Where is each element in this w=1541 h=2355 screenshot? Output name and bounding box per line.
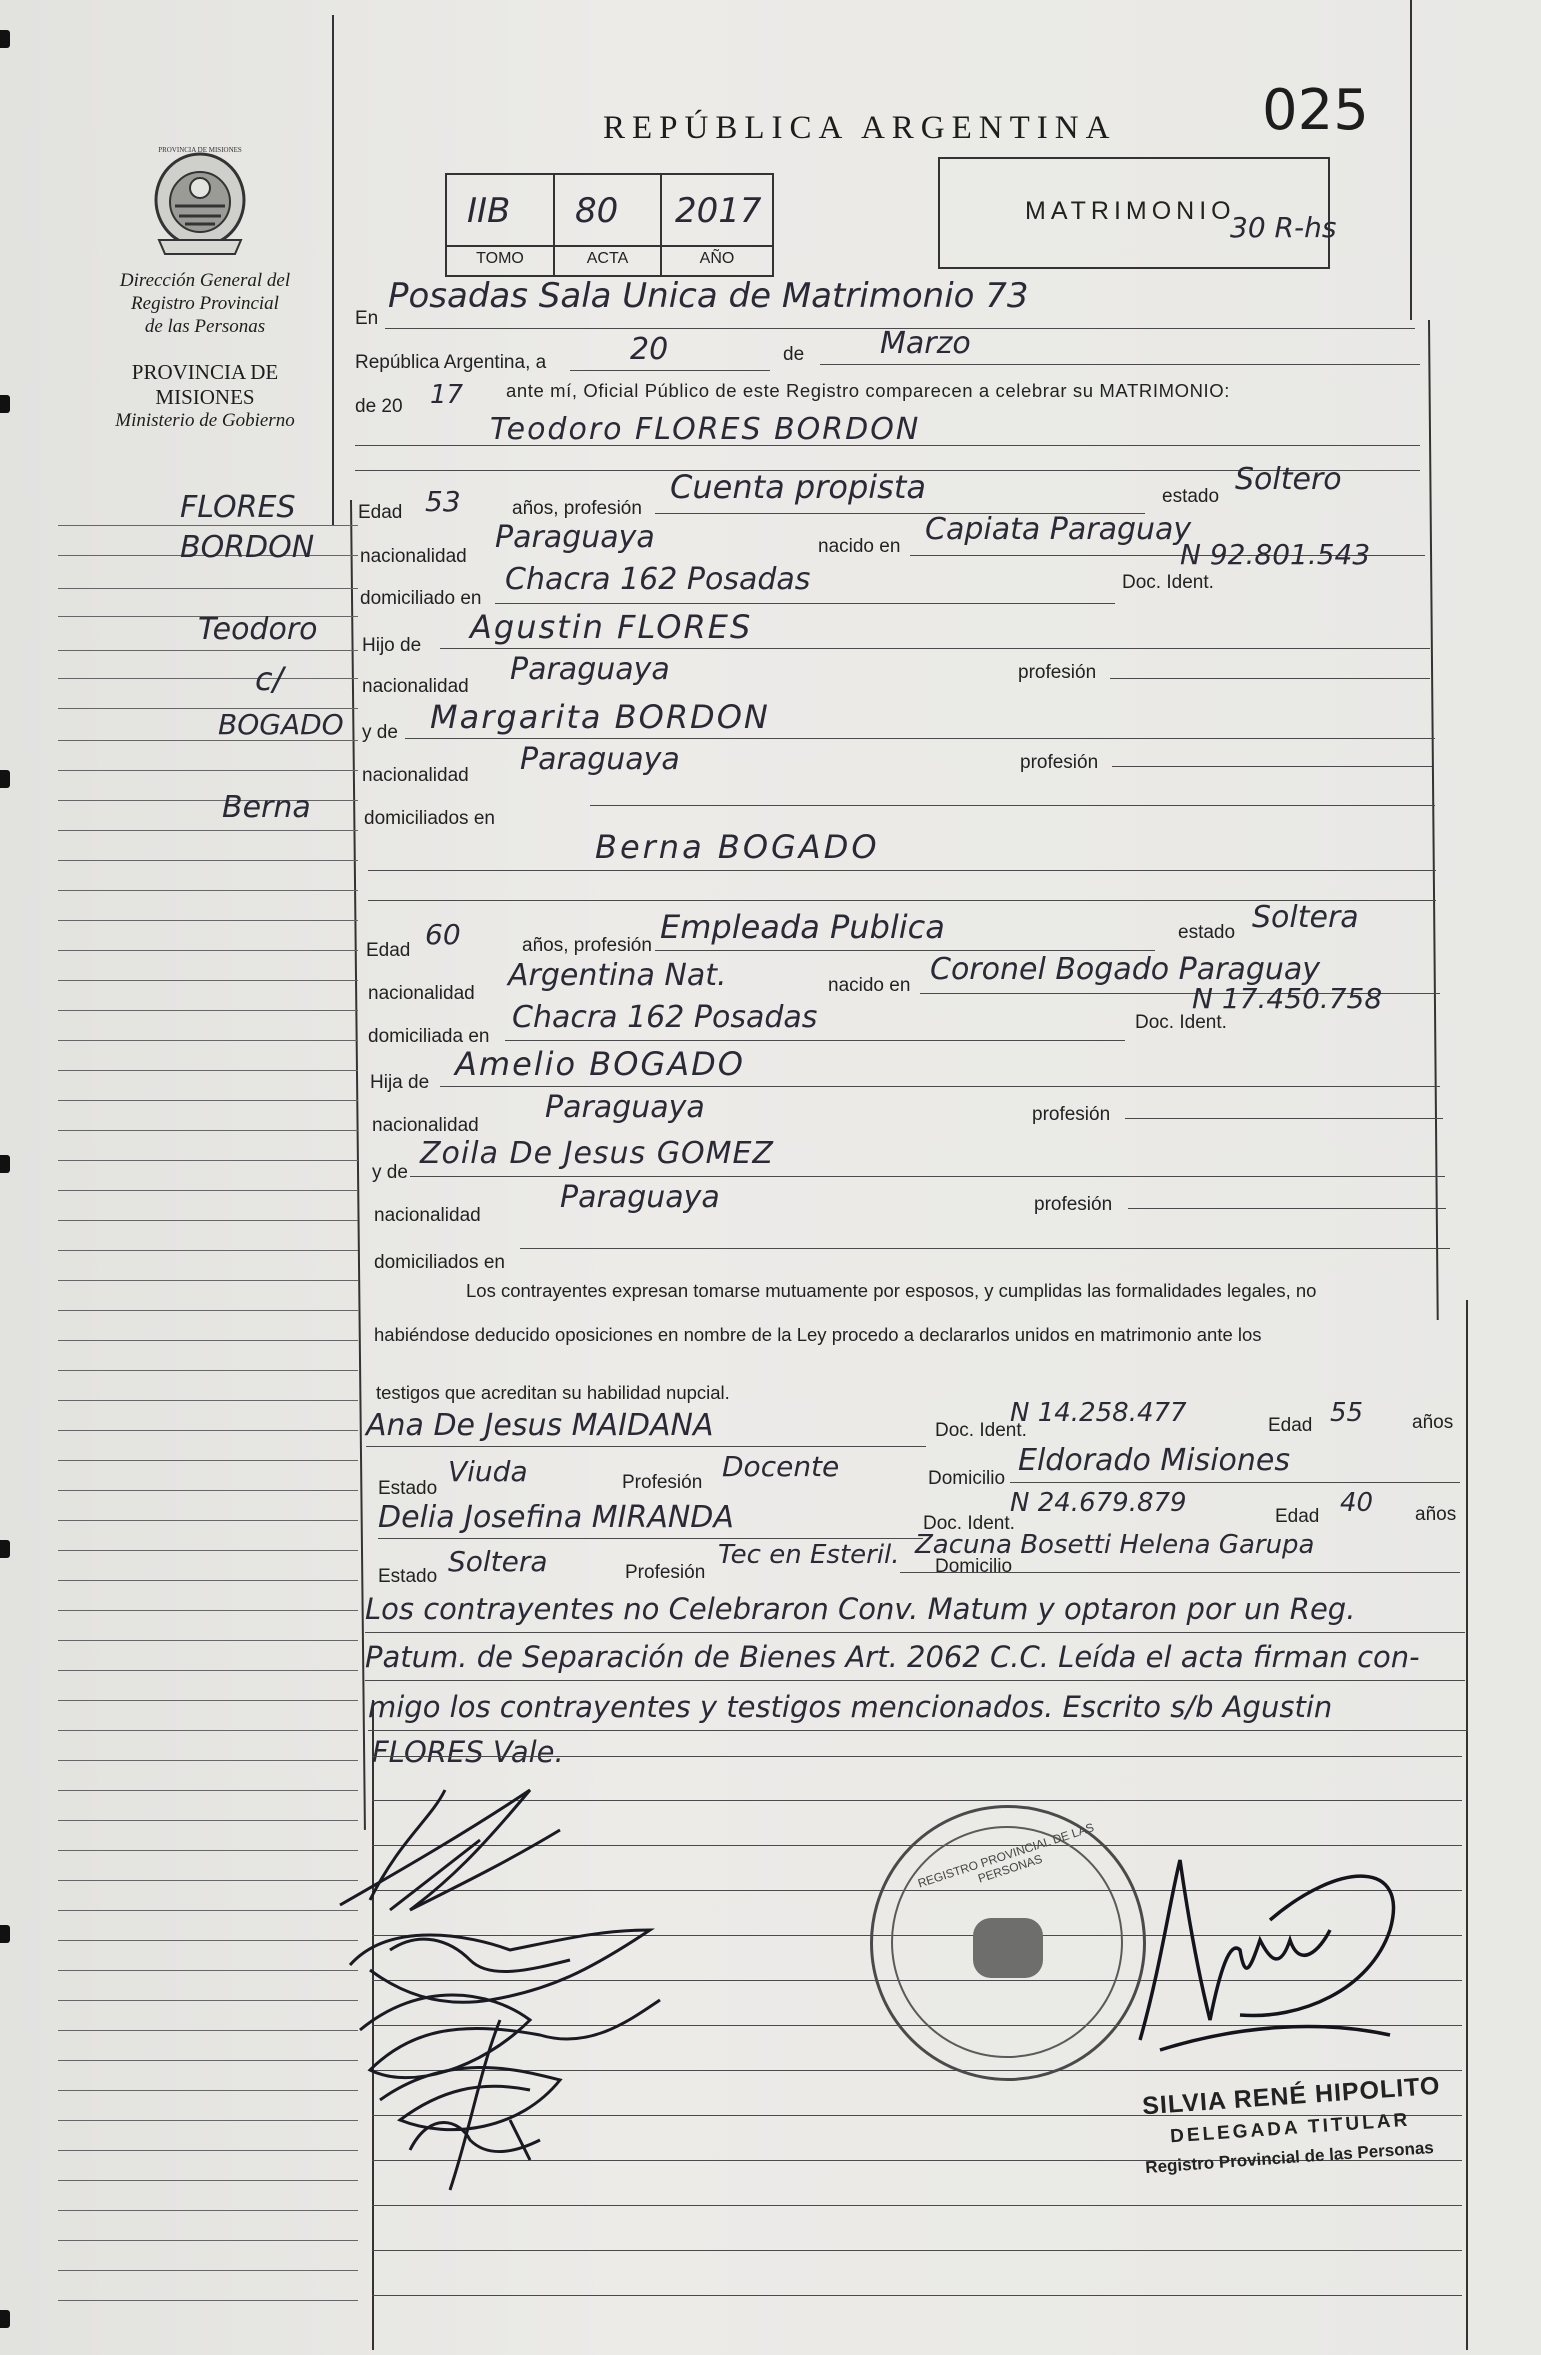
stamp-emblem	[973, 1918, 1043, 1978]
province-line: MISIONES	[155, 385, 255, 409]
bride-mother: Zoila De Jesus GOMEZ	[420, 1136, 774, 1171]
profesion-label: profesión	[1032, 1104, 1111, 1125]
edad-label: Edad	[1275, 1506, 1320, 1527]
right-border-line	[1428, 320, 1439, 1320]
tomo-value: IIB	[467, 191, 511, 231]
groom-estado: Soltero	[1235, 462, 1342, 497]
domiciliados-label: domiciliados en	[374, 1252, 505, 1273]
note-line: Patum. de Separación de Bienes Art. 2062 C.C. Leída el acta firman con-	[365, 1640, 1420, 1674]
domiciliada-label: domiciliada en	[368, 1026, 490, 1047]
witness2-age: 40	[1340, 1488, 1374, 1518]
estado-label: estado	[1162, 486, 1220, 507]
year-suffix: 17	[430, 380, 464, 410]
note-line: migo los contrayentes y testigos mencionados. Escrito s/b Agustin	[368, 1690, 1333, 1724]
coat-of-arms-icon	[145, 148, 255, 260]
domicilio-label: Domicilio	[935, 1556, 1013, 1577]
profesion-label: profesión	[1034, 1194, 1113, 1215]
day: 20	[630, 332, 669, 367]
binder-hole	[0, 1155, 10, 1173]
margin-line	[350, 500, 366, 1830]
agency-line: de las Personas	[144, 316, 266, 337]
witness1-doc: N 14.258.477	[1010, 1398, 1187, 1428]
witness1-estado: Viuda	[448, 1455, 528, 1488]
declaration-line: testigos que acreditan su habilidad nupcial.	[376, 1382, 730, 1403]
domicilio-label: Domicilio	[928, 1468, 1006, 1489]
acta-value: 80	[575, 191, 619, 231]
binder-hole	[0, 395, 10, 413]
groom-age: 53	[425, 485, 461, 518]
doc-label: Doc. Ident.	[923, 1513, 1015, 1534]
official-title: DELEGADA TITULAR	[1169, 2109, 1411, 2148]
republica-label: República Argentina, a	[355, 352, 547, 373]
bride-age: 60	[425, 918, 461, 951]
profesion-label: profesión	[1020, 752, 1099, 773]
bride-father: Amelio BOGADO	[455, 1045, 745, 1083]
groom-doc: N 92.801.543	[1180, 538, 1371, 571]
yde-label: y de	[362, 722, 398, 743]
bride-mother-nationality: Paraguaya	[560, 1180, 720, 1215]
bride-birthplace: Coronel Bogado Paraguay	[930, 952, 1321, 987]
profesion-label: Profesión	[625, 1562, 706, 1583]
doc-label: Doc. Ident.	[1135, 1012, 1227, 1033]
en-label: En	[355, 308, 379, 329]
yde-label: y de	[372, 1162, 408, 1183]
anos-label: años, profesión	[522, 935, 652, 956]
declaration-line: Los contrayentes expresan tomarse mutuamente por esposos, y cumplidas las formalidades legales, no	[466, 1280, 1317, 1301]
edad-label: Edad	[1268, 1415, 1313, 1436]
binder-hole	[0, 1540, 10, 1558]
nacionalidad-label: nacionalidad	[372, 1115, 479, 1136]
act-type-box	[938, 157, 1337, 269]
declaration-line: habiéndose deducido oposiciones en nombre de la Ley procedo a declararlos unidos en matrimonio ante los	[374, 1324, 1262, 1345]
official-signature	[1120, 1820, 1420, 2080]
bride-name: Berna BOGADO	[595, 828, 880, 866]
witness1-address: Eldorado Misiones	[1018, 1443, 1290, 1478]
groom-nationality: Paraguaya	[495, 520, 655, 555]
stamp-text: REGISTRO PROVINCIAL DE LAS PERSONAS	[916, 1820, 1096, 1891]
agency-line: Dirección General del	[119, 270, 291, 291]
groom-birthplace: Capiata Paraguay	[925, 512, 1192, 547]
province-line: PROVINCIA DE	[131, 360, 279, 384]
margin-surname: BOGADO	[218, 708, 344, 741]
nacionalidad-label: nacionalidad	[360, 546, 467, 567]
estado-label: Estado	[378, 1566, 438, 1587]
month: Marzo	[880, 326, 971, 361]
de-label: de	[783, 344, 805, 365]
acta-label: ACTA	[586, 250, 629, 267]
witness1-age: 55	[1330, 1398, 1364, 1428]
edad-label: Edad	[366, 940, 411, 961]
de20-label: de 20	[355, 396, 403, 417]
groom-father: Agustin FLORES	[470, 608, 753, 646]
official-office: Registro Provincial de las Personas	[1144, 2137, 1435, 2178]
right-border-line	[1410, 0, 1412, 320]
country-title: REPÚBLICA ARGENTINA	[603, 110, 1117, 146]
domiciliados-label: domiciliados en	[364, 808, 495, 829]
hijo-label: Hijo de	[362, 635, 422, 656]
estado-label: Estado	[378, 1478, 438, 1499]
ante-label: ante mí, Oficial Público de este Registro comparecen a celebrar su MATRIMONIO:	[506, 380, 1231, 401]
groom-father-nationality: Paraguaya	[510, 652, 670, 687]
binder-hole	[0, 1925, 10, 1943]
margin-surname: BORDON	[180, 530, 315, 565]
anos-label: años, profesión	[512, 498, 642, 519]
official-name: SILVIA RENÉ HIPOLITO	[1141, 2071, 1442, 2121]
note-line: FLORES Vale.	[372, 1735, 564, 1769]
anos-label: años	[1415, 1504, 1457, 1525]
domiciliado-label: domiciliado en	[360, 588, 482, 609]
agency-line: Registro Provincial	[131, 293, 279, 314]
official-stamp	[870, 1805, 1146, 2081]
nacionalidad-label: nacionalidad	[368, 983, 475, 1004]
nacido-label: nacido en	[828, 975, 911, 996]
margin-surname: FLORES	[180, 490, 296, 525]
witness2-doc: N 24.679.879	[1010, 1488, 1187, 1518]
anio-label: AÑO	[699, 250, 735, 267]
profesion-label: Profesión	[622, 1472, 703, 1493]
act-type: MATRIMONIO	[1025, 197, 1236, 225]
witness2-name: Delia Josefina MIRANDA	[378, 1500, 734, 1535]
party-signatures	[330, 1770, 770, 2240]
witness1-name: Ana De Jesus MAIDANA	[366, 1408, 714, 1443]
bride-address: Chacra 162 Posadas	[512, 1000, 818, 1035]
witness2-profession: Tec en Esteril.	[718, 1540, 900, 1570]
nacionalidad-label: nacionalidad	[374, 1205, 481, 1226]
edad-label: Edad	[358, 502, 403, 523]
nacido-label: nacido en	[818, 536, 901, 557]
tomo-acta-box	[445, 173, 774, 277]
nacionalidad-label: nacionalidad	[362, 765, 469, 786]
anio-value: 2017	[675, 191, 762, 231]
witness2-estado: Soltera	[448, 1545, 548, 1578]
margin-name: Berna	[222, 790, 311, 825]
bride-father-nationality: Paraguaya	[545, 1090, 705, 1125]
page-number: 025	[1262, 78, 1369, 143]
seal-text: PROVINCIA DE MISIONES	[158, 146, 242, 154]
groom-mother: Margarita BORDON	[430, 698, 770, 736]
binder-hole	[0, 2310, 10, 2328]
groom-profession: Cuenta propista	[670, 468, 926, 506]
bride-nationality: Argentina Nat.	[508, 958, 727, 993]
bride-estado: Soltera	[1252, 900, 1359, 935]
groom-mother-nationality: Paraguaya	[520, 742, 680, 777]
profesion-label: profesión	[1018, 662, 1097, 683]
anos-label: años	[1412, 1412, 1454, 1433]
nacionalidad-label: nacionalidad	[362, 676, 469, 697]
binder-hole	[0, 30, 10, 48]
groom-address: Chacra 162 Posadas	[505, 562, 811, 597]
doc-label: Doc. Ident.	[935, 1420, 1027, 1441]
ministry-line: Ministerio de Gobierno	[115, 410, 295, 431]
binder-hole	[0, 770, 10, 788]
witness1-profession: Docente	[722, 1450, 840, 1483]
hija-label: Hija de	[370, 1072, 430, 1093]
witness2-address: Zacuna Bosetti Helena Garupa	[915, 1530, 1315, 1560]
margin-name: Teodoro	[198, 612, 318, 647]
groom-name: Teodoro FLORES BORDON	[490, 412, 921, 447]
provincial-seal	[145, 148, 255, 260]
bride-profession: Empleada Publica	[660, 908, 945, 946]
place: Posadas Sala Unica de Matrimonio 73	[388, 276, 1029, 316]
estado-label: estado	[1178, 922, 1236, 943]
tomo-label: TOMO	[476, 250, 524, 267]
bride-doc: N 17.450.758	[1192, 982, 1383, 1015]
note-line: Los contrayentes no Celebraron Conv. Matum y optaron por un Reg.	[365, 1592, 1356, 1626]
act-type-note: 30 R-hs	[1230, 211, 1337, 244]
margin-conj: c/	[255, 660, 284, 698]
doc-label: Doc. Ident.	[1122, 572, 1214, 593]
right-border-line	[1466, 1300, 1468, 2350]
